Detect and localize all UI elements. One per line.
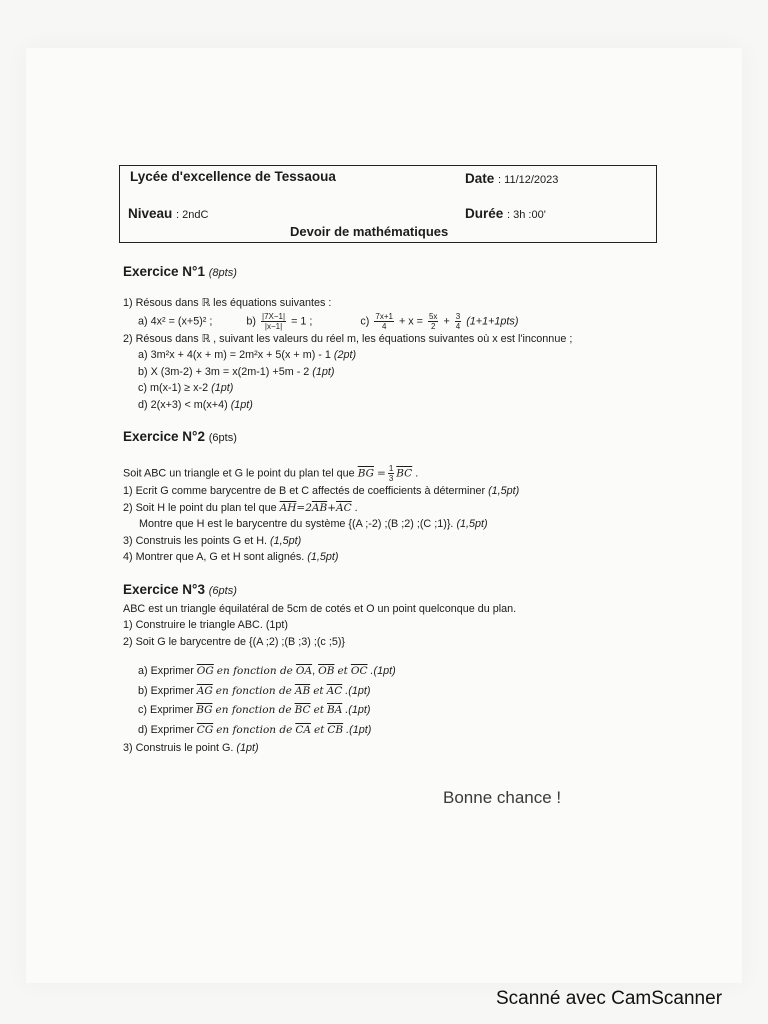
ex1-q2c [123,380,723,397]
ex1-q1c-mid: + x = [398,314,423,327]
ex3-q2: 2) Soit G le barycentre de {(A ;2) ;(B ;3) ;(c ;5)} [123,635,346,648]
ex1-q1-items [123,312,723,331]
ex2-intro-end: . [415,467,419,480]
ex2-q4 [123,549,723,566]
ex2-q1-points: (1,5pt) [488,485,520,497]
exercise-3-points: (6pts) [208,584,237,597]
ex1-q2c-points: (1pt) [211,382,234,394]
ex1-q2: 2) Résous dans ℝ , suivant les valeurs du réel m, les équations suivantes où x est l'inconnue ; [123,332,573,345]
ex1-q1c-f2-den: 2 [430,321,436,331]
ex2-fraction-den: 3 [388,474,394,483]
ex3-qd-prefix: d) Exprimer [138,723,194,736]
ex2-q2-equals: =2 [296,501,312,514]
ex1-q1c-fraction-3 [455,312,461,331]
ex1-q1a: a) 4x² = (x+5)² ; [138,314,213,327]
ex2-q2b-points: (1,5pt) [456,518,488,530]
exercise-3-heading: Exercice N°3 [123,581,205,597]
ex1-q1c-points: (1+1+1pts) [466,314,519,327]
ex2-intro [123,464,723,483]
ex1-q1b-fraction [261,312,286,331]
ex3-qc-et: et [313,704,324,716]
date-field [465,171,558,186]
ex2-q2-plus: + [327,501,337,514]
ex3-q3 [123,740,723,757]
level-label: Niveau [128,206,173,221]
ex1-q1c-f1-num: 7x+1 [375,311,393,321]
ex1-q2b [123,364,723,381]
vector-ab-2: $\overline{AB}$ [294,684,311,697]
vector-oa: $\overline{OA}$ [295,665,313,677]
ex2-intro-text: Soit ABC un triangle et G le point du plan tel que [123,467,355,480]
vector-cb: $\overline{CB}$ [327,723,344,736]
ex2-fraction-num: 1 [388,464,394,473]
ex1-q1b-rhs: = 1 ; [291,314,313,327]
vector-cg: $\overline{CG}$ [196,723,214,736]
ex1-q1c-f2-num: 5x [428,311,438,321]
ex1-q2d-text: d) 2(x+3) < m(x+4) [138,398,228,411]
ex1-q1c-f1-den: 4 [381,321,387,331]
ex1-q2a-text: a) 3m²x + 4(x + m) = 2m²x + 5(x + m) - 1 [138,349,331,361]
ex3-q3-points: (1pt) [236,742,259,754]
ex2-q4-text: 4) Montrer que A, G et H sont alignés. [123,551,305,563]
ex1-q1c-fraction-1 [374,312,394,331]
camscanner-watermark: Scanné avec CamScanner [496,988,723,1009]
vector-bg: $\overline{BG}$ [357,467,374,480]
vector-ac-2: $\overline{AC}$ [326,684,343,697]
ex2-q3-points: (1,5pt) [270,534,302,547]
ex1-q1b-denominator: |x−1| [264,321,283,331]
ex2-q3 [123,533,723,550]
vector-ob: $\overline{OB}$ [318,665,335,677]
exercise-2-title [123,427,723,448]
ex3-intro: ABC est un triangle équilatéral de 5cm de cotés et O un point quelconque du plan. [123,602,517,615]
school-name: Lycée d'excellence de Tessaoua [130,169,336,184]
closing-message: Bonne chance ! [443,788,562,807]
header-box [119,165,657,243]
exam-title: Devoir de mathématiques [290,224,449,239]
ex1-q1c-fraction-2 [428,312,438,331]
vector-ba: $\overline{BA}$ [327,704,343,716]
ex3-qd-et: et [313,723,325,736]
ex2-intro-equals: = [377,467,386,480]
ex3-qa [123,662,723,682]
ex3-qd-points: .(1pt) [346,723,372,736]
ex3-qc-mid: en fonction de [215,704,292,716]
ex2-q3-text: 3) Construis les points G et H. [123,534,268,547]
ex3-qd-mid: en fonction de [216,723,293,736]
ex3-q1: 1) Construire le triangle ABC. (1pt) [123,619,289,631]
ex2-q2 [123,500,723,517]
ex3-qb-et: et [313,684,324,697]
ex3-qc-points: .(1pt) [345,704,371,716]
vector-bg-2: $\overline{BG}$ [196,704,213,716]
vector-bc-2: $\overline{BC}$ [294,704,311,716]
exercise-1-points: (8pts) [208,267,237,279]
ex3-qb [123,682,723,702]
ex2-q2-text: 2) Soit H le point du plan tel que [123,501,277,514]
duration-value: : 3h :00' [507,209,546,221]
ex1-q2b-text: b) X (3m-2) + 3m = x(2m-1) +5m - 2 [138,365,310,378]
ex1-q1c-plus: + [443,314,450,327]
exercise-3-title [123,580,723,601]
date-label: Date [465,171,495,186]
vector-ac: $\overline{AC}$ [336,501,352,514]
level-value: : 2ndC [176,209,209,221]
level-field [128,206,208,221]
vector-ab: $\overline{AB}$ [311,501,328,514]
vector-ag: $\overline{AG}$ [196,684,213,697]
ex1-q2c-text: c) m(x-1) ≥ x-2 [138,382,209,394]
duration-label: Durée [465,206,504,221]
ex1-q1b-label: b) [246,314,257,327]
ex2-q2-end: . [354,501,358,514]
ex2-q4-points: (1,5pt) [307,551,339,563]
date-value: : 11/12/2023 [498,174,559,186]
ex3-qc-prefix: c) Exprimer [138,704,194,716]
vector-oc: $\overline{OC}$ [350,665,368,677]
ex2-q2b [123,516,723,533]
ex2-q2b-text: Montre que H est le barycentre du système {(A ;-2) ;(B ;2) ;(C ;1)}. [139,518,454,530]
ex1-q1b-numerator: |7X−1| [262,311,286,321]
vector-og: $\overline{OG}$ [196,665,214,677]
vector-ca: $\overline{CA}$ [295,723,311,736]
ex2-intro-fraction [388,464,394,483]
ex3-qa-points: .(1pt) [370,665,396,677]
ex1-q1: 1) Résous dans ℝ les équations suivantes : [123,297,332,309]
ex3-qd [123,721,723,741]
ex1-q1c-f3-den: 4 [455,321,461,331]
ex3-qa-sep: , [312,665,316,677]
ex3-q3-text: 3) Construis le point G. [123,742,234,754]
ex3-qa-et: et [337,665,348,677]
ex3-qc [123,701,723,721]
ex3-qb-mid: en fonction de [215,684,292,697]
exercise-1-title [123,262,723,283]
exercise-2-points: (6pts) [208,432,237,444]
ex1-q1c-label: c) [360,314,370,327]
vector-ah: $\overline{AH}$ [279,501,297,514]
duration-field [465,206,546,221]
ex2-q1-text: 1) Ecrit G comme barycentre de B et C affectés de coefficients à déterminer [123,485,486,497]
exam-body [123,262,723,757]
ex1-q2d [123,397,723,414]
ex1-q1c-f3-num: 3 [455,311,461,321]
ex2-q1 [123,483,723,500]
ex1-q2b-points: (1pt) [312,365,335,378]
vector-bc: $\overline{BC}$ [396,467,413,480]
ex3-qb-points: .(1pt) [345,684,371,697]
ex1-q2d-points: (1pt) [230,398,253,411]
exercise-1-heading: Exercice N°1 [123,264,205,279]
ex3-qa-prefix: a) Exprimer [138,665,194,677]
ex1-q2a-points: (2pt) [333,349,357,361]
exercise-2-heading: Exercice N°2 [123,429,205,444]
ex3-qa-mid: en fonction de [216,665,293,677]
ex1-q2a [123,347,723,364]
ex3-qb-prefix: b) Exprimer [138,684,194,697]
